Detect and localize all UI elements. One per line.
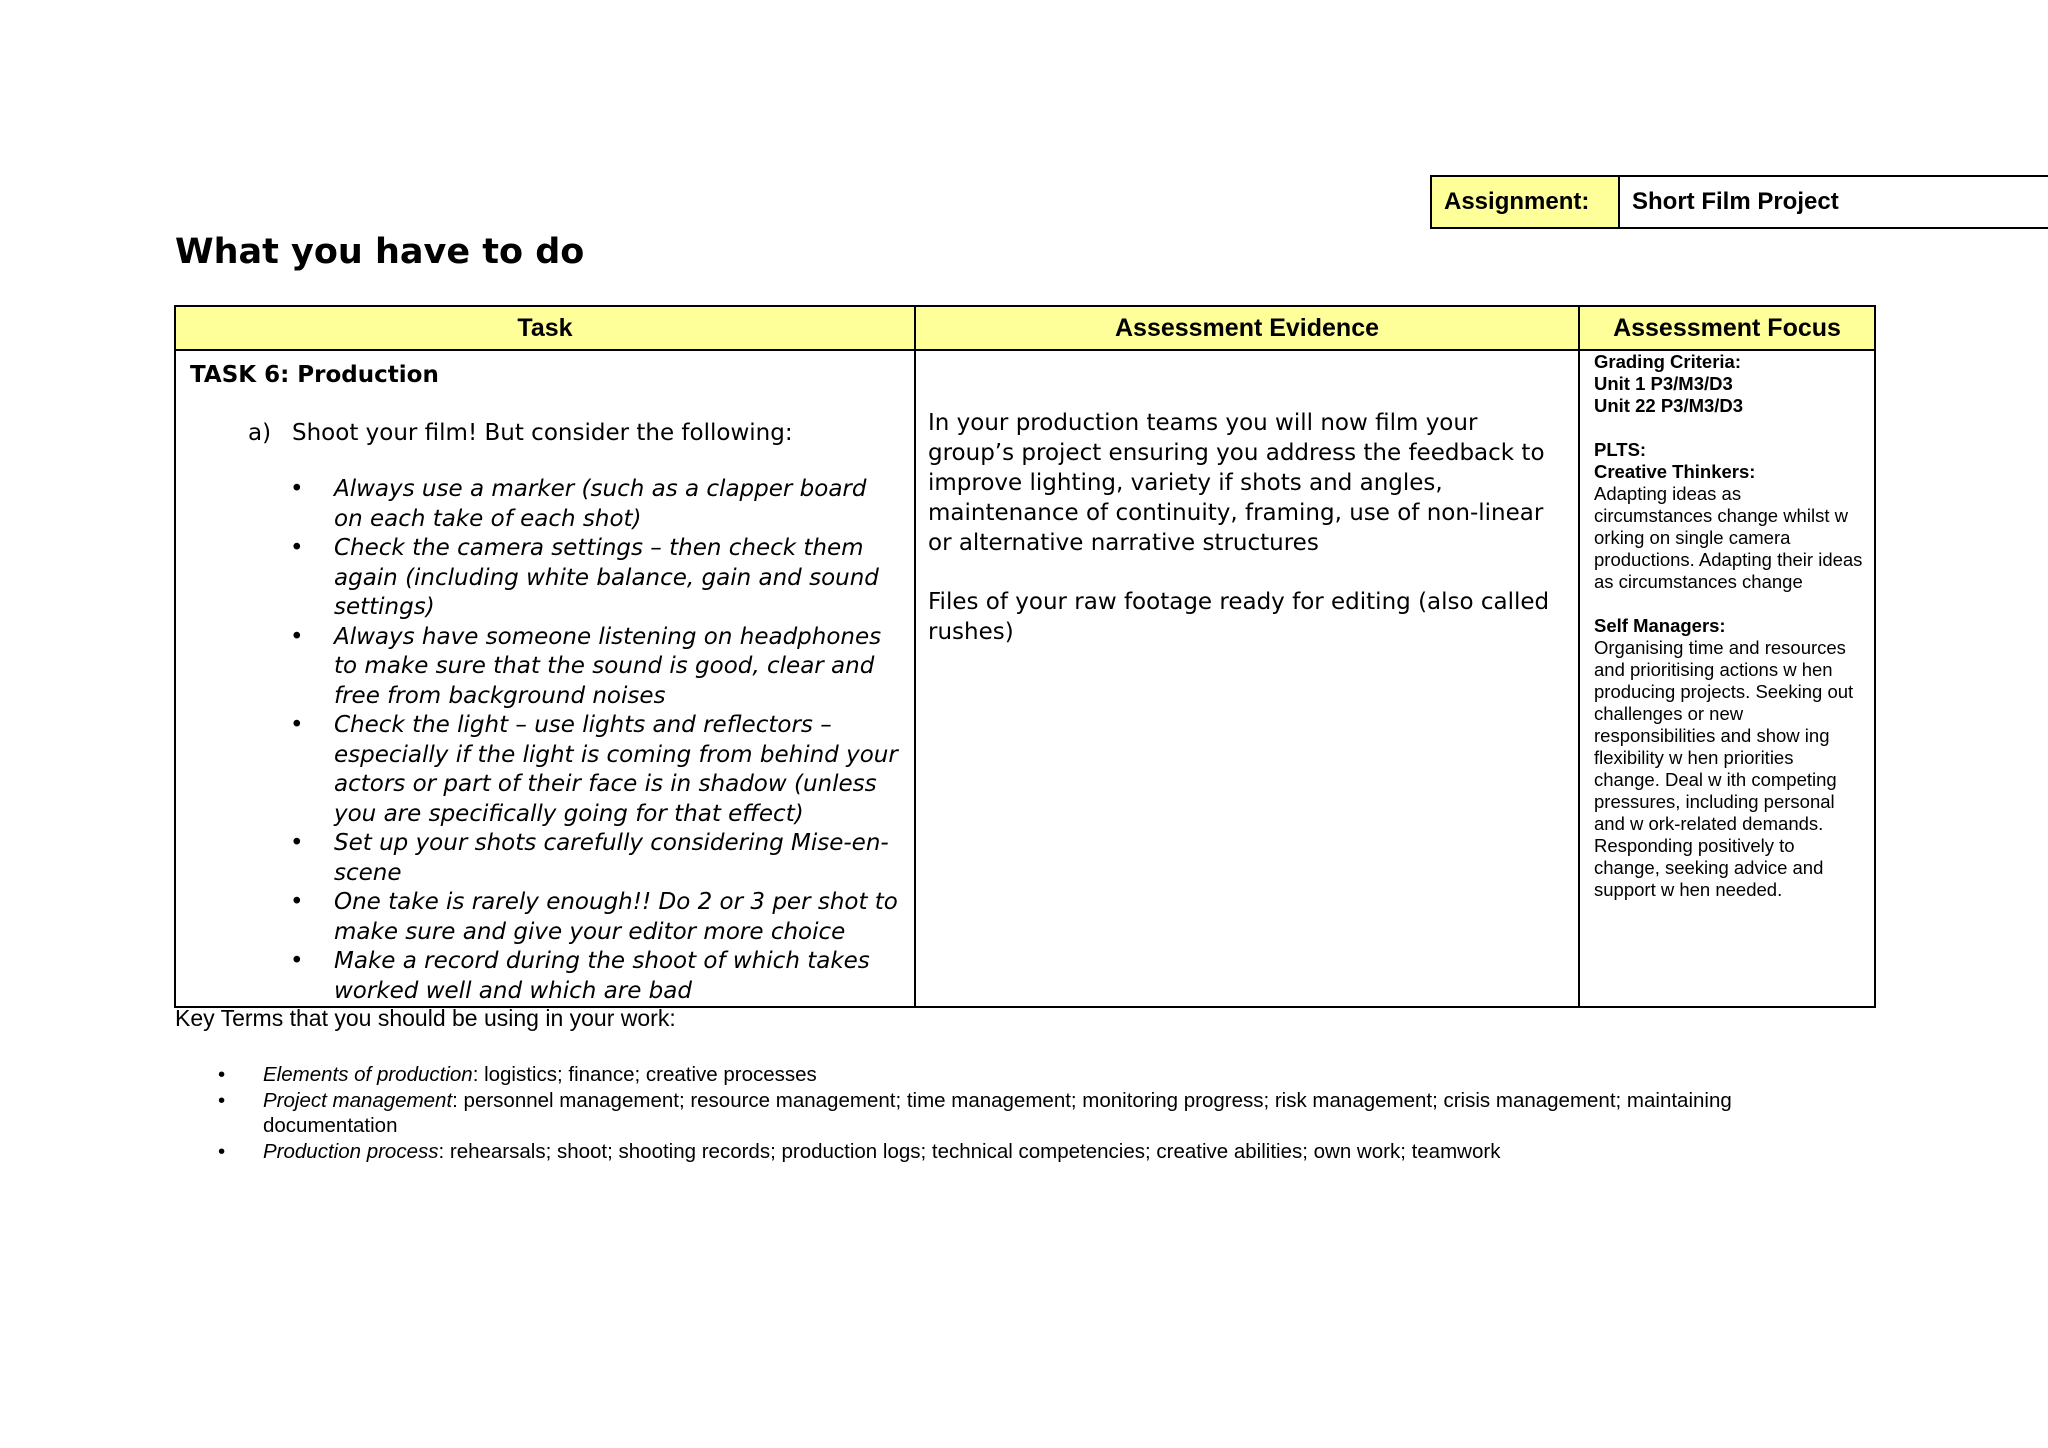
- list-item: [290, 711, 902, 829]
- list-item: [290, 534, 902, 623]
- bullet-icon: •: [290, 712, 304, 738]
- key-term-text: : personnel management; resource management; time management; monitoring progress; risk management; crisis management; maintaining documentation: [263, 1088, 1732, 1137]
- header-assessment-focus: Assessment Focus: [1579, 306, 1875, 350]
- header-assessment-evidence: Assessment Evidence: [915, 306, 1579, 350]
- bullet-icon: •: [218, 1139, 226, 1163]
- plts-heading: PLTS:: [1594, 439, 1647, 460]
- task-subitem: [248, 417, 902, 449]
- key-terms-list: [218, 1062, 1858, 1164]
- key-terms-intro: Key Terms that you should be using in your work:: [175, 1005, 676, 1031]
- list-item: [218, 1088, 1858, 1139]
- page-title: What you have to do: [175, 232, 585, 272]
- bullet-text: Make a record during the shoot of which takes worked well and which are bad: [334, 948, 870, 1004]
- creative-thinkers-text: Adapting ideas as circumstances change whilst w orking on single camera productions. Adapting their ideas as circumstances change: [1594, 483, 1863, 592]
- key-term: Production process: [263, 1139, 439, 1163]
- bullet-text: Check the light – use lights and reflectors – especially if the light is coming from behind your actors or part of their face is in shadow (unless you are specifically going for that effect): [334, 712, 898, 827]
- bullet-icon: •: [290, 948, 304, 974]
- assignment-value: Short Film Project: [1620, 177, 2048, 227]
- list-item: [290, 623, 902, 712]
- task-table: [174, 305, 1876, 1008]
- task-cell: [175, 350, 915, 1007]
- table-header-row: [175, 306, 1875, 350]
- focus-cell: [1579, 350, 1875, 1007]
- bullet-text: Always have someone listening on headphones to make sure that the sound is good, clear and free from background noises: [334, 623, 882, 709]
- creative-thinkers-heading: Creative Thinkers:: [1594, 461, 1756, 482]
- grading-unit-1: Unit 1 P3/M3/D3: [1594, 373, 1733, 394]
- table-row: [175, 350, 1875, 1007]
- bullet-icon: •: [290, 889, 304, 915]
- evidence-paragraph: In your production teams you will now film your group’s project ensuring you address the feedback to improve lighting, variety if shots and angles, maintenance of continuity, framing, use of non-linear or alternative narrative structures: [928, 410, 1545, 556]
- list-item: [290, 829, 902, 888]
- bullet-icon: •: [290, 535, 304, 561]
- bullet-icon: •: [290, 623, 304, 650]
- bullet-text: Set up your shots carefully considering Mise-en-scene: [334, 830, 889, 886]
- bullet-icon: •: [218, 1063, 226, 1086]
- bullet-icon: •: [218, 1088, 226, 1112]
- self-managers-heading: Self Managers:: [1594, 615, 1726, 636]
- key-term: Project management: [263, 1088, 453, 1112]
- task-bullet-list: [190, 475, 902, 1006]
- list-item: [290, 475, 902, 534]
- evidence-cell: [915, 350, 1579, 1007]
- assignment-box: [1430, 175, 2048, 229]
- bullet-text: Always use a marker (such as a clapper board on each take of each shot): [334, 476, 867, 532]
- header-task: Task: [175, 306, 915, 350]
- list-item: [218, 1062, 1858, 1088]
- list-item: [290, 947, 902, 1006]
- grading-unit-22: Unit 22 P3/M3/D3: [1594, 395, 1744, 416]
- grading-criteria-heading: Grading Criteria:: [1594, 351, 1741, 372]
- bullet-icon: •: [290, 830, 304, 856]
- task-title: TASK 6: Production: [190, 362, 439, 388]
- list-item: [218, 1139, 1858, 1165]
- bullet-icon: •: [290, 476, 304, 502]
- assignment-label: Assignment:: [1432, 177, 1620, 227]
- self-managers-text: Organising time and resources and prioritising actions w hen producing projects. Seeking out challenges or new responsibilities and show ing flexibility w hen priorities change. Deal w ith competing pressures, including personal and w ork-related demands. Responding positively to change, seeking advice and support w hen needed.: [1594, 637, 1854, 900]
- task-subitem-letter: a): [248, 420, 272, 446]
- key-term: Elements of production: [263, 1063, 473, 1086]
- key-term-text: : rehearsals; shoot; shooting records; production logs; technical competencies; creative abilities; own work; teamwork: [438, 1139, 1501, 1163]
- list-item: [290, 888, 902, 947]
- task-subitem-text: Shoot your film! But consider the following:: [292, 420, 793, 446]
- bullet-text: Check the camera settings – then check them again (including white balance, gain and sound settings): [334, 535, 879, 620]
- bullet-text: One take is rarely enough!! Do 2 or 3 per shot to make sure and give your editor more choice: [334, 889, 898, 945]
- key-term-text: : logistics; finance; creative processes: [472, 1063, 817, 1086]
- evidence-paragraph: Files of your raw footage ready for editing (also called rushes): [928, 589, 1550, 645]
